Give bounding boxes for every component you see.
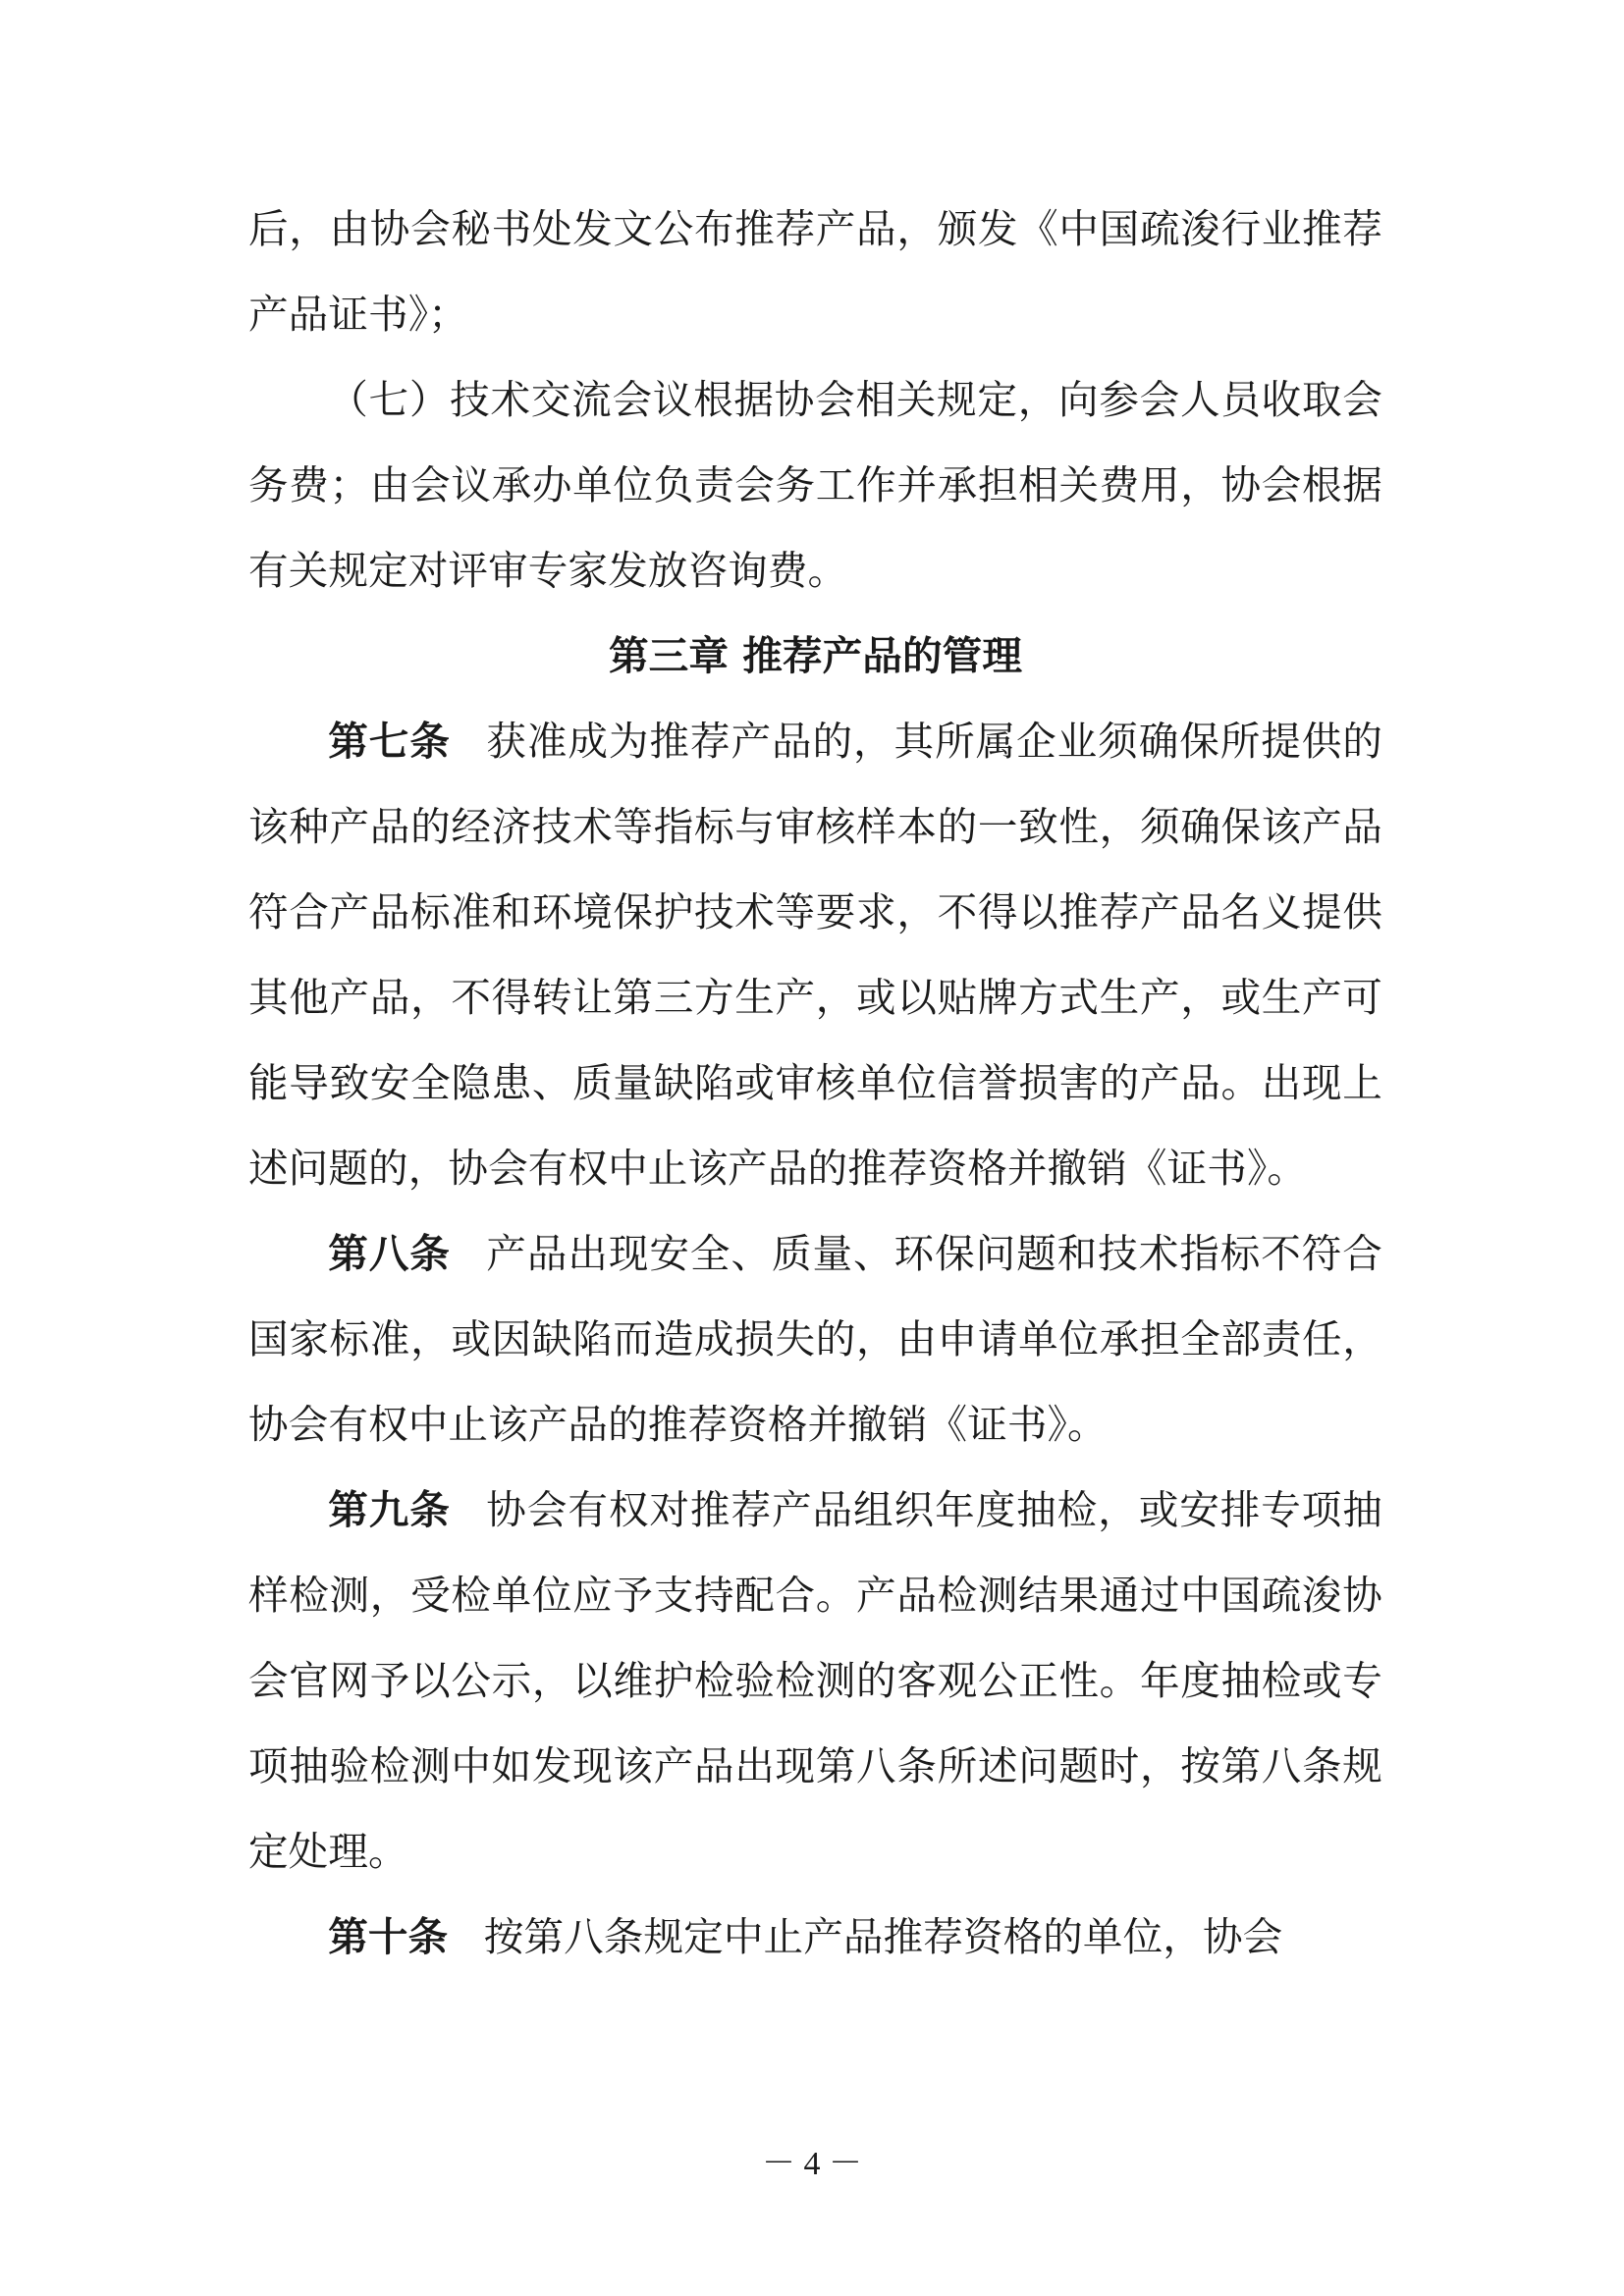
document-body <box>248 187 1382 1980</box>
page-number: － 4 － <box>762 2146 862 2182</box>
article-nine <box>248 1468 1382 1895</box>
article-text: 协会有权对推荐产品组织年度抽检，或安排专项抽样检测，受检单位应予支持配合。产品检测结果通过中国疏浚协会官网予以公示，以维护检验检测的客观公正性。年度抽检或专项抽验检测中如发现该产品出现第八条所述问题时，按第八条规定处理。 <box>248 1486 1382 1875</box>
article-label: 第九条 <box>328 1486 451 1533</box>
article-label: 第十条 <box>328 1913 449 1960</box>
item-seven-paragraph: （七）技术交流会议根据协会相关规定，向参会人员收取会务费；由会议承办单位负责会务工作并承担相关费用，协会根据有关规定对评审专家发放咨询费。 <box>248 376 1382 594</box>
article-ten <box>248 1895 1382 1980</box>
chapter-title: 第三章 推荐产品的管理 <box>608 632 1022 679</box>
article-text: 产品出现安全、质量、环保问题和技术指标不符合国家标准，或因缺陷而造成损失的，由申请单位承担全部责任，协会有权中止该产品的推荐资格并撤销《证书》。 <box>248 1230 1382 1448</box>
continuation-paragraph: 后，由协会秘书处发文公布推荐产品，颁发《中国疏浚行业推荐产品证书》； <box>248 205 1382 338</box>
article-eight <box>248 1211 1382 1468</box>
article-label: 第七条 <box>328 718 451 765</box>
article-seven <box>248 699 1382 1211</box>
article-label: 第八条 <box>328 1230 451 1277</box>
article-text: 获准成为推荐产品的，其所属企业须确保所提供的该种产品的经济技术等指标与审核样本的一致性，须确保该产品符合产品标准和环境保护技术等要求，不得以推荐产品名义提供其他产品，不得转让第三方生产，或以贴牌方式生产，或生产可能导致安全隐患、质量缺陷或审核单位信誉损害的产品。出现上述问题的，协会有权中止该产品的推荐资格并撤销《证书》。 <box>248 718 1382 1192</box>
article-text: 按第八条规定中止产品推荐资格的单位，协会 <box>483 1913 1283 1960</box>
